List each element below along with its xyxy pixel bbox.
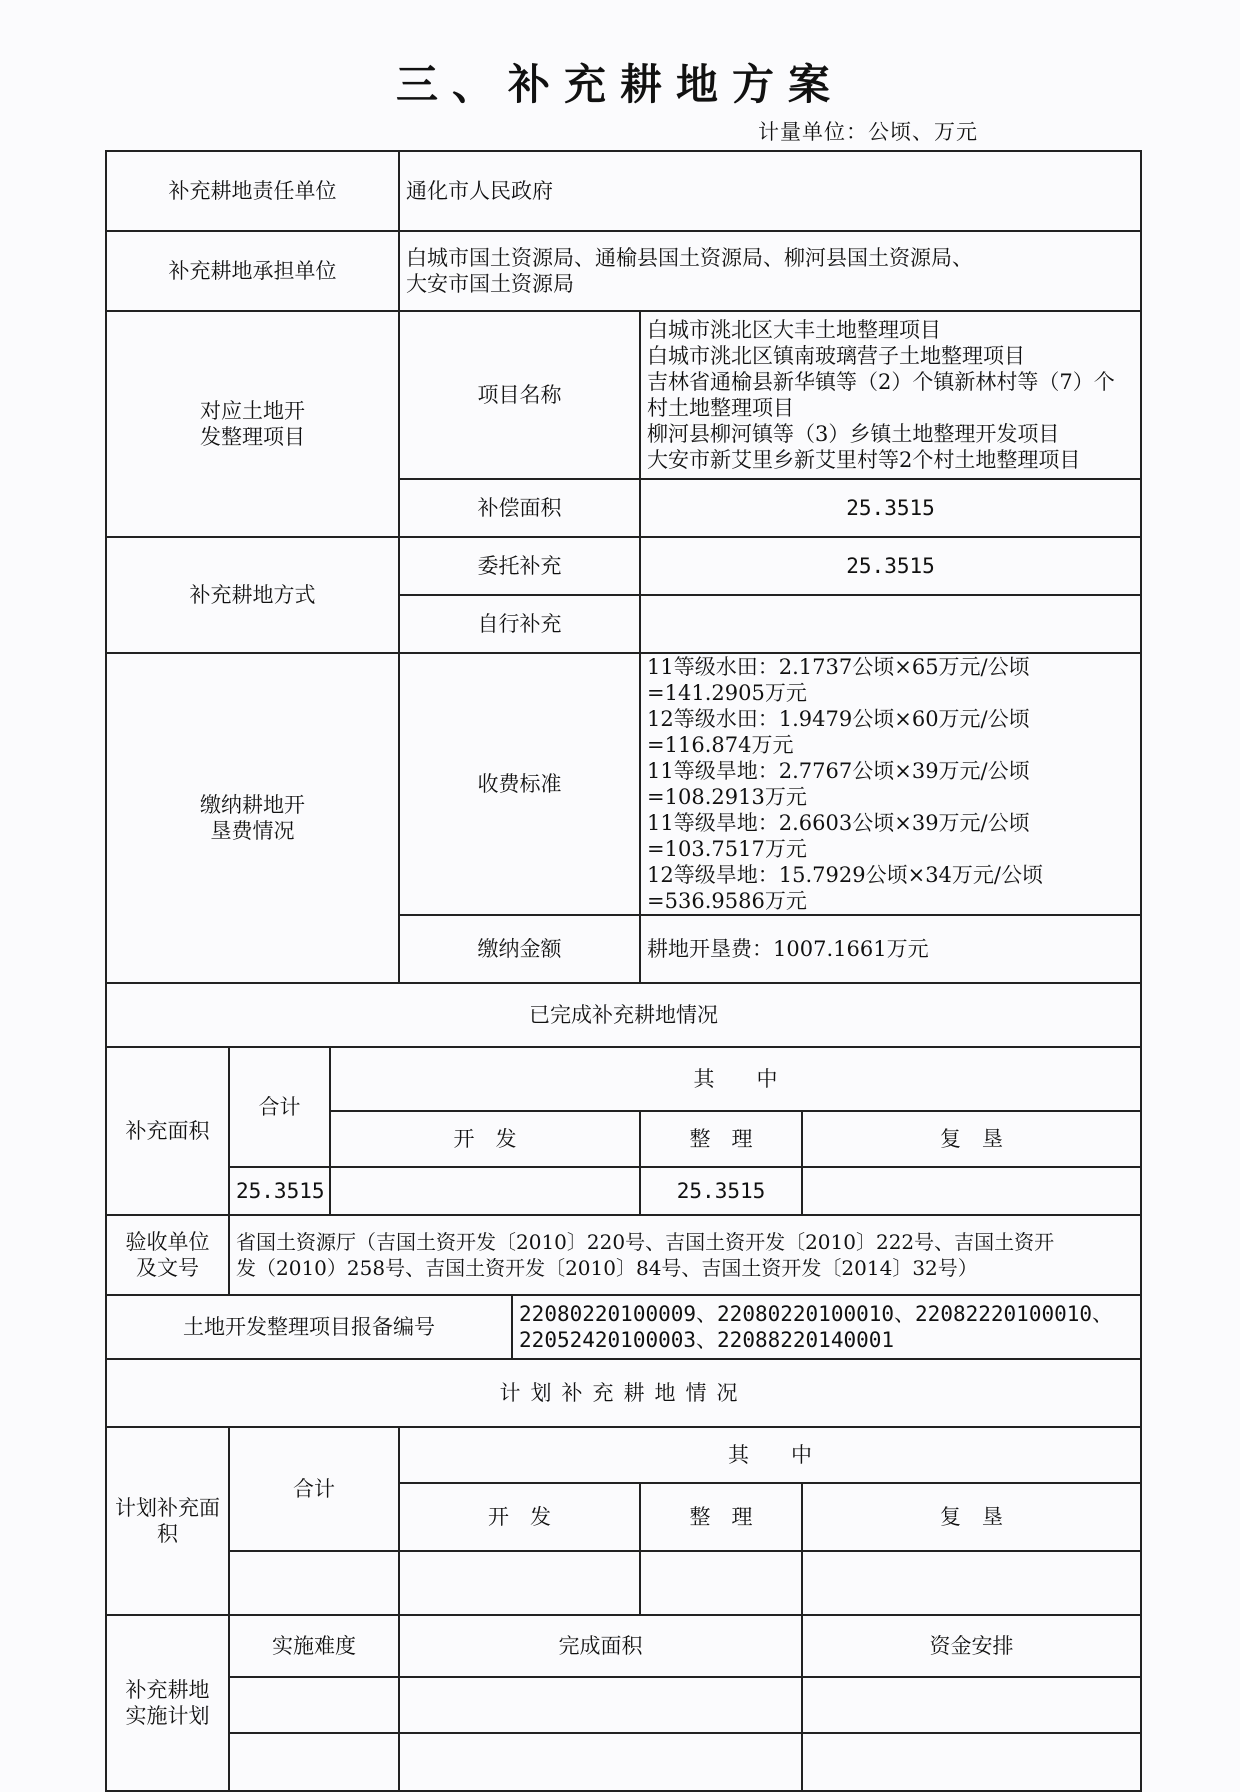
planned-area-label: 计划补充面 积 — [106, 1427, 229, 1615]
list-item: 大安市新艾里乡新艾里村等2个村土地整理项目 — [647, 448, 1081, 472]
undertaking-line: 大安市国土资源局 — [406, 272, 575, 296]
planned-reclaim-label: 复 垦 — [802, 1483, 1141, 1551]
completed-reclaim-value — [802, 1167, 1141, 1215]
acceptance-value: 省国土资源厅（吉国土资开发〔2010〕220号、吉国土资开发〔2010〕222号、吉国土资开 发（2010）258号、吉国土资开发〔2010〕84号、吉国土资开发〔2014〕32号） — [229, 1215, 1141, 1295]
implementation-plan-label: 补充耕地 实施计划 — [106, 1615, 229, 1791]
undertaking-unit-label: 补充耕地承担单位 — [106, 231, 399, 311]
planned-develop-label: 开 发 — [399, 1483, 640, 1551]
planned-among-label: 其 中 — [399, 1427, 1141, 1483]
planned-reclaim-value — [802, 1551, 1141, 1615]
completed-arrange-value: 25.3515 — [640, 1167, 802, 1215]
undertaking-unit-value — [399, 231, 1141, 311]
self-supplement-label: 自行补充 — [399, 595, 640, 653]
responsible-unit-label: 补充耕地责任单位 — [106, 151, 399, 231]
list-item: 11等级旱地：2.7767公顷×39万元/公顷=108.2913万元 — [647, 759, 1030, 809]
planned-arrange-label: 整 理 — [640, 1483, 802, 1551]
difficulty-cell — [229, 1677, 399, 1733]
supplement-method-label: 补充耕地方式 — [106, 537, 399, 653]
funds-arrangement-cell — [802, 1677, 1141, 1733]
funds-arrangement-cell — [802, 1733, 1141, 1791]
planned-section-header: 计划补充耕地情况 — [106, 1359, 1141, 1427]
list-item: 12等级旱地：15.7929公顷×34万元/公顷=536.9586万元 — [647, 863, 1043, 913]
project-name-label: 项目名称 — [399, 311, 640, 479]
completion-area-cell — [399, 1677, 802, 1733]
filing-number-label: 土地开发整理项目报备编号 — [106, 1295, 512, 1359]
list-item: 11等级旱地：2.6603公顷×39万元/公顷=103.7517万元 — [647, 811, 1030, 861]
completion-area-label: 完成面积 — [399, 1615, 802, 1677]
list-item: 11等级水田：2.1737公顷×65万元/公顷=141.2905万元 — [647, 655, 1030, 705]
fee-standard-label: 收费标准 — [399, 653, 640, 915]
completed-arrange-label: 整 理 — [640, 1111, 802, 1167]
list-item: 白城市洮北区大丰土地整理项目 — [647, 318, 942, 342]
supplement-farmland-table — [105, 150, 1142, 1792]
planned-arrange-value — [640, 1551, 802, 1615]
completed-area-label: 补充面积 — [106, 1047, 229, 1215]
fee-amount-label: 缴纳金额 — [399, 915, 640, 983]
list-item: 12等级水田：1.9479公顷×60万元/公顷=116.874万元 — [647, 707, 1030, 757]
compensation-area-value: 25.3515 — [640, 479, 1141, 537]
list-item: 白城市洮北区镇南玻璃营子土地整理项目 — [647, 344, 1026, 368]
completed-develop-value — [330, 1167, 640, 1215]
difficulty-cell — [229, 1733, 399, 1791]
planned-develop-value — [399, 1551, 640, 1615]
filing-number-value: 22080220100009、22080220100010、22082220100010、 22052420100003、22088220140001 — [512, 1295, 1141, 1359]
undertaking-line: 白城市国土资源局、通榆县国土资源局、柳河县国土资源局、 — [406, 246, 974, 270]
completed-total-label: 合计 — [229, 1047, 330, 1167]
fee-amount-value: 耕地开垦费：1007.1661万元 — [640, 915, 1141, 983]
funds-arrangement-label: 资金安排 — [802, 1615, 1141, 1677]
planned-total-label: 合计 — [229, 1427, 399, 1551]
completed-total-value: 25.3515 — [229, 1167, 330, 1215]
completed-develop-label: 开 发 — [330, 1111, 640, 1167]
completed-section-header: 已完成补充耕地情况 — [106, 983, 1141, 1047]
completed-reclaim-label: 复 垦 — [802, 1111, 1141, 1167]
list-item: 柳河县柳河镇等（3）乡镇土地整理开发项目 — [647, 422, 1060, 446]
fee-label: 缴纳耕地开 垦费情况 — [106, 653, 399, 983]
entrusted-value: 25.3515 — [640, 537, 1141, 595]
planned-total-value — [229, 1551, 399, 1615]
fee-standards — [640, 653, 1141, 915]
responsible-unit-value: 通化市人民政府 — [399, 151, 1141, 231]
difficulty-label: 实施难度 — [229, 1615, 399, 1677]
project-names — [640, 311, 1141, 479]
list-item: 吉林省通榆县新华镇等（2）个镇新林村等（7）个村土地整理项目 — [647, 370, 1115, 420]
compensation-area-label: 补偿面积 — [399, 479, 640, 537]
completion-area-cell — [399, 1733, 802, 1791]
acceptance-label: 验收单位 及文号 — [106, 1215, 229, 1295]
completed-among-label: 其 中 — [330, 1047, 1141, 1111]
entrusted-label: 委托补充 — [399, 537, 640, 595]
measurement-unit: 计量单位：公顷、万元 — [758, 120, 978, 144]
page-title: 三、补充耕地方案 — [395, 60, 844, 109]
projects-label: 对应土地开 发整理项目 — [106, 311, 399, 537]
self-supplement-value — [640, 595, 1141, 653]
